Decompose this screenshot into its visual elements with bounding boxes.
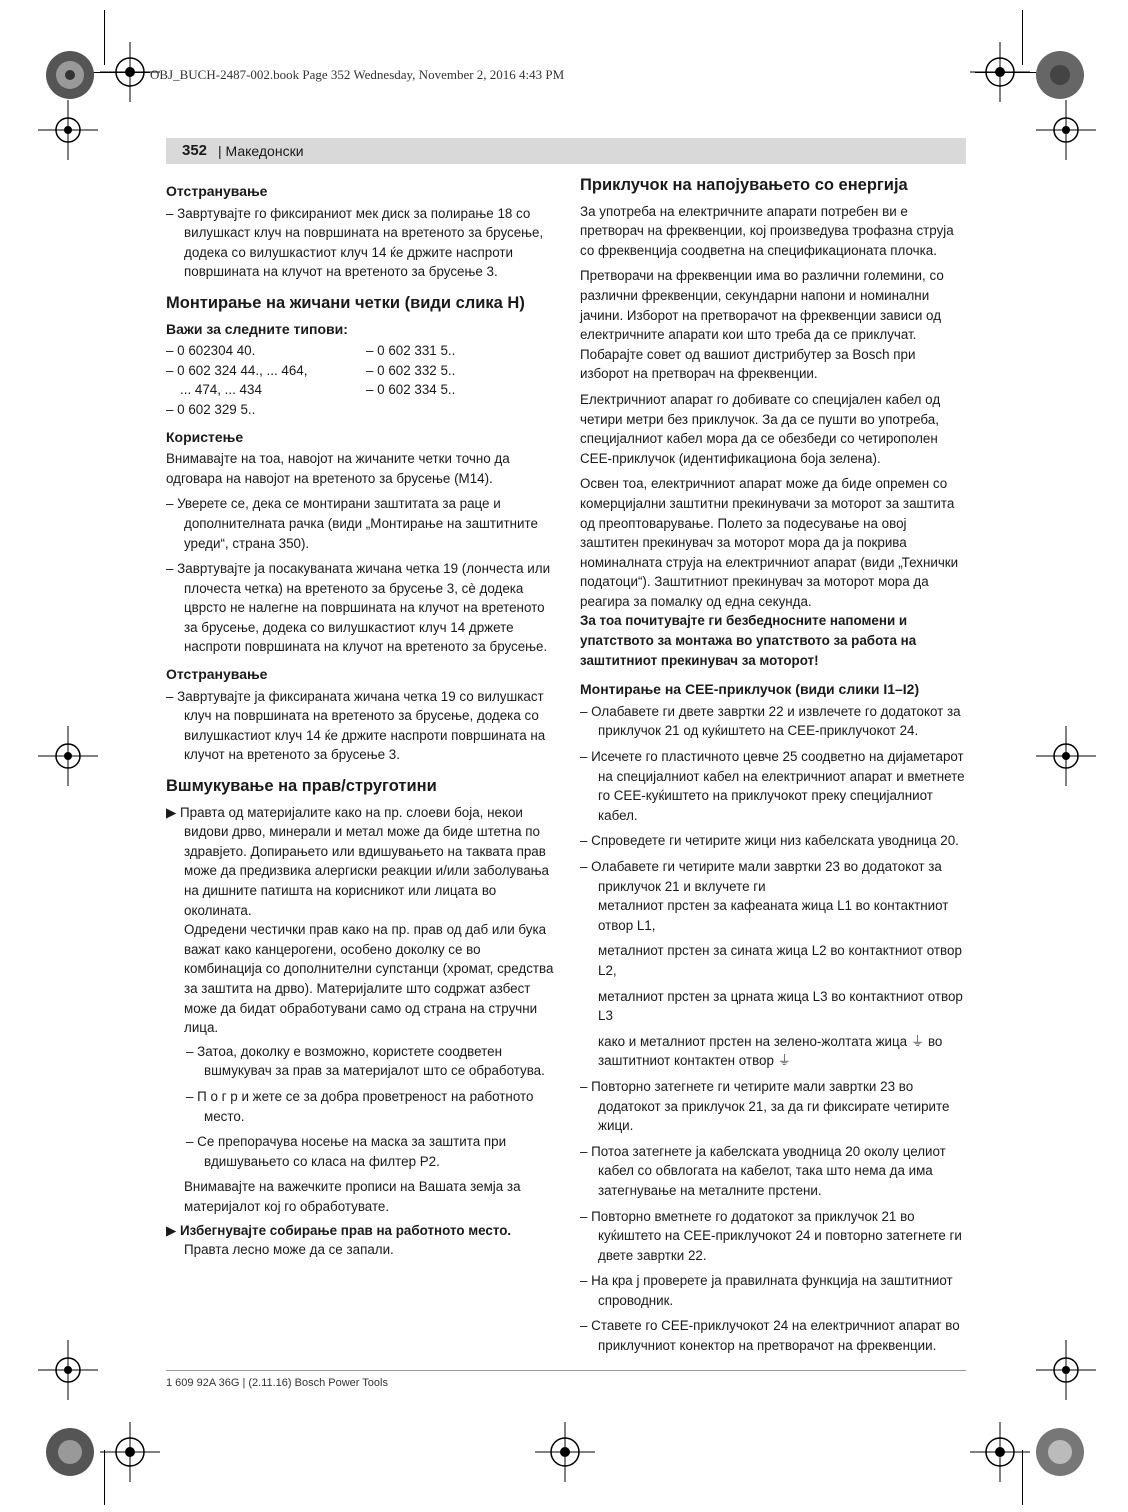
warning-paragraph: ▶ Избегнувајте собирање прав на работното место. (166, 1222, 512, 1238)
registration-target-icon (970, 1422, 1030, 1482)
color-registration-mark-icon (1030, 45, 1090, 105)
registration-target-icon (1036, 726, 1096, 786)
section-title: Отстранување (166, 183, 268, 199)
list-item: – Олабавете ги двете завртки 22 и извлечете го додатокот за приклучок 21 од куќиштето на CEE-приклучокот 24. (580, 703, 961, 739)
paragraph: Правта лесно може да се запали. (184, 1242, 394, 1258)
list-item: – Се препорачува носење на маска за заштита при вдишувањето со класа на филтер P2. (186, 1134, 507, 1169)
warning-paragraph: ▶ Правта од материјалите како на пр. слоеви боја, некои видови дрво, минерали и метал може да биде штетна по здравјето. Допирањето или вдишувањето на таквата прав може да предизвика алергиски реакции и/или заболувања на дишните патишта на корисникот или лицата во околината. (166, 804, 549, 918)
section-heading: Вшмукување на прав/струготини (166, 777, 437, 796)
list-item: – Ставете го CEE-приклучокот 24 на електричниот апарат во приклучниот конектор на претворачот на фреквенции. (580, 1318, 960, 1354)
page-number: 352 (182, 142, 208, 159)
list-item: – Повторно затегнете ги четирите мали завртки 23 во додатокот за приклучок 21, за да ги фиксирате четирите жици. (580, 1078, 950, 1134)
file-slug: OBJ_BUCH-2487-002.book Page 352 Wednesday, November 2, 2016 4:43 PM (150, 67, 565, 82)
types-column-a (166, 341, 366, 419)
color-registration-mark-icon (40, 1422, 100, 1482)
section-title: Отстранување (166, 666, 268, 683)
list-item: – На кра ј проверете ја правилната функција на заштитниот спроводник. (580, 1273, 953, 1308)
sub-item: металниот прстен за кафеаната жица L1 во контактниот отвор L1, (598, 898, 949, 933)
type-item: ... 474, ... 434 (180, 382, 262, 398)
list-item: – Повторно вметнете го додатокот за приклучок 21 во куќиштето на CEE-приклучокот 24 и повторно затегнете ги двете завртки 22. (580, 1208, 962, 1263)
color-registration-mark-icon (1030, 1422, 1090, 1482)
list-item: – Спроведете ги четирите жици низ кабелската уводница 20. (580, 833, 959, 849)
list-item: – Олабавете ги четирите мали завртки 23 во додатокот за приклучок 21 и вклучете ги (580, 859, 942, 894)
section-title: Монтирање на CEE-приклучок (види слики I1–I2) (580, 681, 920, 698)
type-item: – 0 602 324 44., ... 464, (166, 362, 308, 378)
bold-paragraph: За тоа почитувајте ги безбедносните напомени и упатството за монтажа во упатството за работа на заштитниот прекинувач за моторот! (580, 613, 917, 668)
list-item: – Завртувајте ја фиксираната жичана четка 19 со вилушкаст клуч на површината на вретеното за брусење, додека со вилушкастиот клуч 14 ќе држите наспроти површината на клучот на вретеното за брусење 3. (166, 688, 546, 763)
types-list (166, 341, 556, 419)
type-item: – 0 602 329 5.. (166, 401, 256, 417)
type-item: – 0 602 334 5.. (366, 382, 456, 398)
page-footer: 1 609 92A 36G | (2.11.16) Bosch Power Tools (166, 1377, 388, 1389)
page-header-bar (166, 138, 966, 164)
paragraph: Внимавајте на тоа, навојот на жичаните четки точно да одговара на навојот на вретеното за брусење (M14). (166, 451, 510, 486)
list-item: – Потоа затегнете ја кабелската уводница 20 околу целиот кабел со обвлогата на кабелот, така што нема да има затегнување на металните прстени. (580, 1143, 946, 1198)
sub-item: како и металниот прстен на зелено-жолтата жица ⏚ во заштитниот контактен отвор ⏚ (598, 1033, 943, 1069)
footer-rule (166, 1370, 966, 1371)
registration-target-icon (100, 1422, 160, 1482)
list-item: – Затоа, доколку е возможно, користете соодветен вшмукувач за прав за материјалот што се обработува. (186, 1043, 545, 1079)
paragraph: Електричниот апарат го добивате со специјален кабел од четири метри без приклучок. За да се пушти во употреба, специјалниот кабел мора да се обезбеди со четирополен CEE-приклучок (идентификациона боја зелена). (580, 391, 941, 466)
paragraph: Внимавајте на важечките прописи на Вашата земја за материјалот кој го обработувате. (184, 1179, 521, 1214)
sub-item: металниот прстен за сината жица L2 во контактниот отвор L2, (598, 943, 962, 978)
list-item: – Завртувајте ја посакуваната жичана четка 19 (лончеста или плочеста четка) на вретеното за брусење 3, сè додека цврсто не налегне на површината на клучот на вретеното за брусење, додека со вилушкастиот клуч 14 држете наспроти површината на клучот на вретеното за брусење. (166, 561, 551, 655)
paragraph: Одредени честички прав како на пр. прав од даб или бука важат како канцерогени, особено доколку се во комбинација со дополнителни супстанци (хромат, средства за заштита на дрво). Материјалите што содржат азбест може да бидат обработувани само од страна на стручни лица. (184, 922, 554, 1036)
left-column (166, 176, 556, 1266)
section-title: Користење (166, 428, 244, 445)
registration-target-icon (970, 42, 1030, 102)
color-registration-mark-icon (40, 45, 100, 105)
paragraph: Претворачи на фреквенции има во различни големини, со различни фреквенции, секундарни напони и номинални јачини. Изборот на претворачот на фреквенции зависи од електричните апарати кои што треба да се приклучат. Побарајте совет од вашиот дистрибутер за Bosch при изборот на претворач на фреквенции. (580, 268, 944, 382)
registration-target-icon (535, 1422, 595, 1482)
registration-target-icon (38, 1340, 98, 1400)
list-item: – Исечете го пластичното цевче 25 соодветно на дијаметарот на специјалниот кабел на електричниот апарат и вметнете го CEE-куќиштето на приклучокот преку специјалниот кабел. (580, 749, 965, 823)
type-item: – 0 602 332 5.. (366, 362, 456, 378)
registration-target-icon (38, 100, 98, 160)
sub-item: металниот прстен за црната жица L3 во контактниот отвор L3 (598, 988, 963, 1024)
paragraph: Освен тоа, електричниот апарат може да биде опремен со комерцијални заштитни прекинувачи за моторот за заштита од преоптоварување. Полето за подесување на овој заштитен прекинувач за моторот мора да ја покрива номиналната струја на електричниот апарат (види „Технички податоци“). Заштитниот прекинувач за моторот мора да реагира за помалку од една секунда. (580, 476, 959, 609)
type-item: – 0 602 331 5.. (366, 343, 456, 359)
paragraph: За употреба на електричните апарати потребен ви е претворач на фреквенции, кој произведува трофазна струја со фреквенција соодветна на спецификационата плочка. (580, 203, 954, 258)
types-column-b (366, 341, 556, 419)
type-item: – 0 602304 40. (166, 343, 256, 359)
registration-target-icon (1036, 1340, 1096, 1400)
registration-target-icon (1036, 100, 1096, 160)
list-item: – Завртувајте го фиксираниот мек диск за полирање 18 со вилушкаст клуч на површината на вретеното за брусење, додека со вилушкастиот клуч 14 ќе држите наспроти површината на клучот на вретеното за брусење 3. (166, 205, 544, 280)
list-item: – Уверете се, дека се монтирани заштитата за раце и дополнителната рачка (види „Монтирање на заштитните уреди“, страна 350). (166, 496, 538, 551)
registration-target-icon (38, 726, 98, 786)
right-column (580, 176, 968, 1362)
section-heading: Монтирање на жичани четки (види слика H) (166, 293, 525, 312)
list-item: – П о г р и жете се за добра проветреност на работното место. (186, 1088, 534, 1124)
types-title: Важи за следните типови: (166, 320, 348, 337)
page-language: | Македонски (218, 143, 304, 159)
section-heading: Приклучок на напојувањето со енергија (580, 176, 908, 194)
